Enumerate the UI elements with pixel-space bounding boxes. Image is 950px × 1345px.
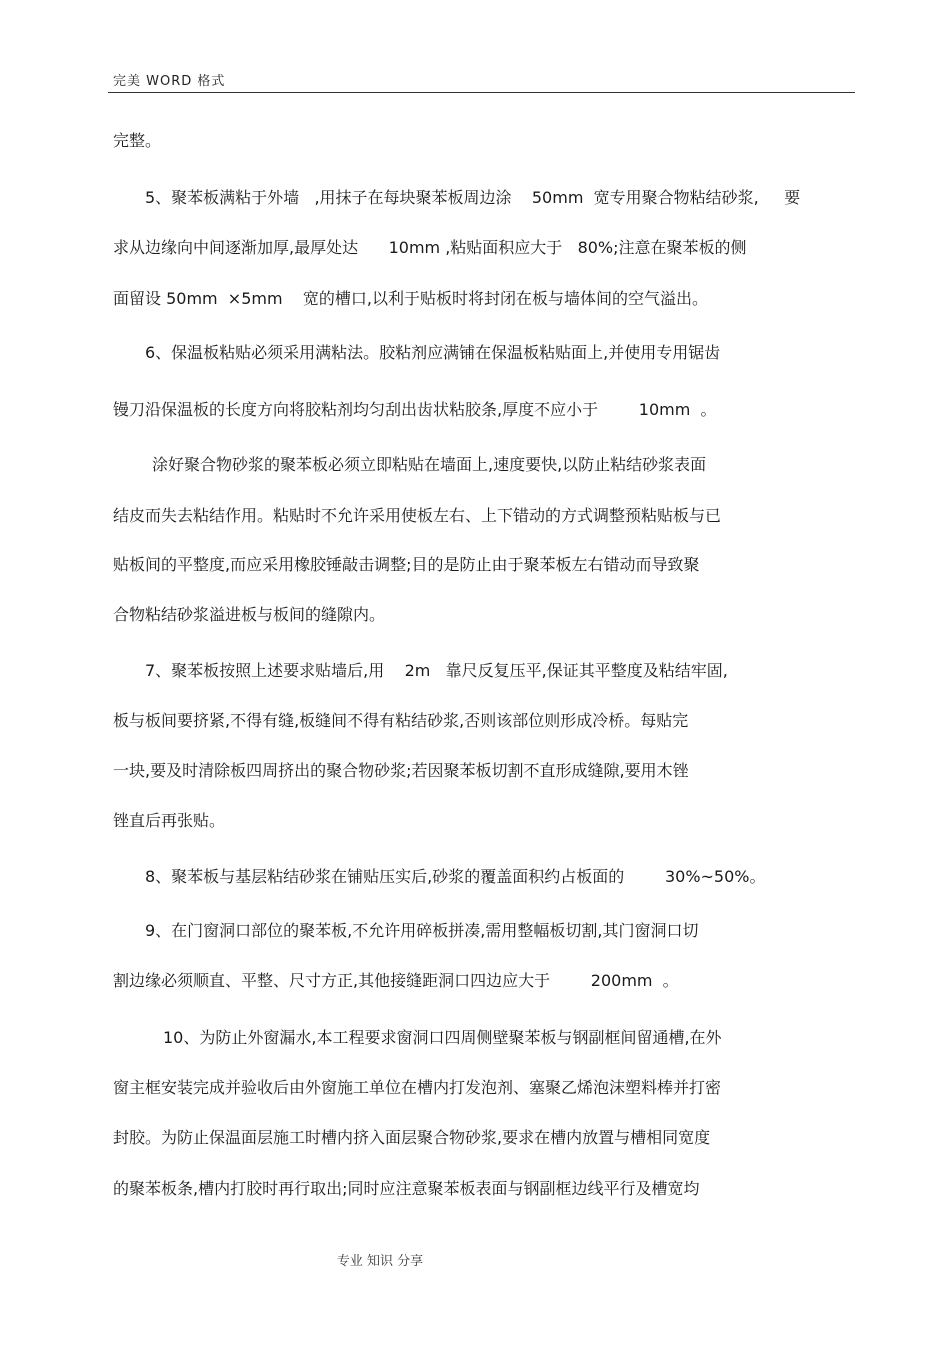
text-line: 板与板间要挤紧,不得有缝,板缝间不得有粘结砂浆,否则该部位则形成冷桥。每贴完	[113, 711, 689, 730]
text-line: 封胶。为防止保温面层施工时槽内挤入面层聚合物砂浆,要求在槽内放置与槽相同宽度	[113, 1128, 711, 1147]
text-line: 割边缘必须顺直、平整、尺寸方正,其他接缝距洞口四边应大于 200mm 。	[113, 971, 679, 990]
text-line: 8、聚苯板与基层粘结砂浆在铺贴压实后,砂浆的覆盖面积约占板面的 30%~50%。	[145, 867, 766, 886]
text-line: 锉直后再张贴。	[113, 811, 226, 830]
page-footer: 专业 知识 分享	[336, 1254, 424, 1269]
page-header: 完美 WORD 格式	[113, 74, 226, 89]
text-line: 一块,要及时清除板四周挤出的聚合物砂浆;若因聚苯板切割不直形成缝隙,要用木锉	[113, 761, 689, 780]
text-line: 10、为防止外窗漏水,本工程要求窗洞口四周侧壁聚苯板与钢副框间留通槽,在外	[163, 1028, 722, 1047]
text-line: 贴板间的平整度,而应采用橡胶锤敲击调整;目的是防止由于聚苯板左右错动而导致聚	[113, 555, 700, 574]
text-line: 的聚苯板条,槽内打胶时再行取出;同时应注意聚苯板表面与钢副框边线平行及槽宽均	[113, 1179, 700, 1198]
text-line: 镘刀沿保温板的长度方向将胶粘剂均匀刮出齿状粘胶条,厚度不应小于 10mm 。	[113, 400, 717, 419]
text-line: 合物粘结砂浆溢进板与板间的缝隙内。	[113, 605, 386, 624]
text-line: 5、聚苯板满粘于外墙 ,用抹子在每块聚苯板周边涂 50mm 宽专用聚合物粘结砂浆, 要	[145, 188, 801, 207]
text-line: 7、聚苯板按照上述要求贴墙后,用 2m 靠尺反复压平,保证其平整度及粘结牢固,	[145, 661, 728, 680]
text-line: 窗主框安装完成并验收后由外窗施工单位在槽内打发泡剂、塞聚乙烯泡沫塑料棒并打密	[113, 1078, 722, 1097]
header-divider	[108, 92, 855, 93]
text-line: 6、保温板粘贴必须采用满粘法。胶粘剂应满铺在保温板粘贴面上,并使用专用锯齿	[145, 343, 721, 362]
text-line: 完整。	[113, 131, 162, 150]
text-line: 求从边缘向中间逐渐加厚,最厚处达 10mm ,粘贴面积应大于 80%;注意在聚苯板的侧	[113, 238, 747, 257]
text-line: 涂好聚合物砂浆的聚苯板必须立即粘贴在墙面上,速度要快,以防止粘结砂浆表面	[152, 455, 707, 474]
text-line: 面留设 50mm ×5mm 宽的槽口,以利于贴板时将封闭在板与墙体间的空气溢出。	[113, 289, 708, 308]
text-line: 9、在门窗洞口部位的聚苯板,不允许用碎板拼凑,需用整幅板切割,其门窗洞口切	[145, 921, 699, 940]
text-line: 结皮而失去粘结作用。粘贴时不允许采用使板左右、上下错动的方式调整预粘贴板与已	[113, 506, 722, 525]
